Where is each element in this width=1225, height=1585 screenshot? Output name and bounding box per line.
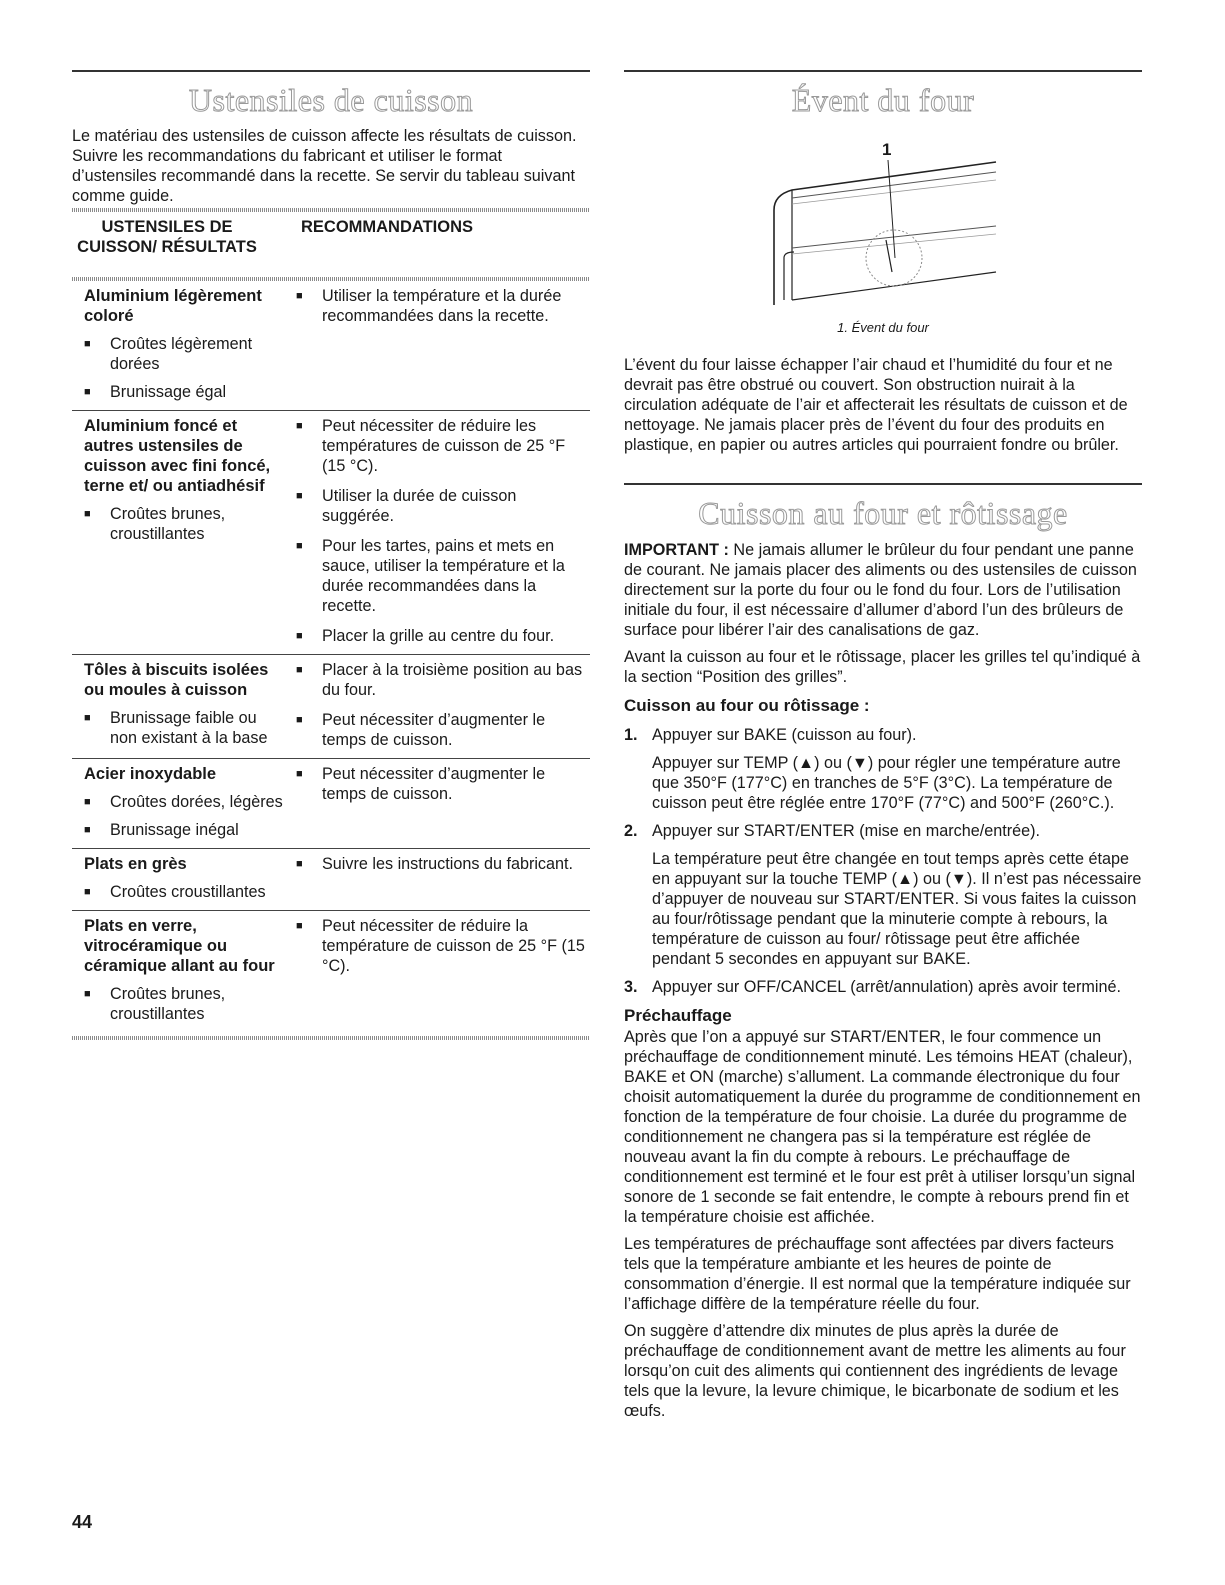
bullet-square: ■: [296, 420, 303, 432]
result-item: [84, 334, 284, 374]
cookware-category: Tôles à biscuits isolées ou moules à cuisson: [84, 661, 269, 699]
bullet-square: ■: [296, 714, 303, 726]
table-row: [72, 655, 590, 759]
cookware-category: Plats en verre, vitrocéramique ou céramique allant au four: [84, 917, 275, 975]
recommendation-item-text: Utiliser la durée de cuisson suggérée.: [322, 487, 517, 525]
result-item-text: Croûtes croustillantes: [110, 883, 266, 901]
cookware-category: Aluminium foncé et autres ustensiles de cuisson avec fini foncé, terne et/ ou antiadhésif: [84, 417, 271, 495]
result-item-text: Brunissage faible ou non existant à la base: [110, 709, 268, 747]
step-detail: La température peut être changée en tout temps après cette étape en appuyant sur la touche TEMP (▲) ou (▼). Il n’est pas nécessaire d’appuyer de nouveau sur START/ENTER. Si vous faites la cuisson au four/rôtissage pendant que la minuterie compte à rebours, la température de cuisson au four/ rôtissage peut être affichée pendant 5 secondes en appuyant sur BAKE.: [652, 850, 1142, 968]
cookware-cell: [72, 416, 284, 646]
result-item: [84, 984, 284, 1024]
cookware-cell: [72, 916, 284, 1024]
bullet-square: ■: [84, 712, 91, 724]
recommendation-item-text: Suivre les instructions du fabricant.: [322, 855, 574, 873]
bullet-square: ■: [296, 630, 303, 642]
bullet-square: ■: [296, 858, 303, 870]
cookware-table: [72, 208, 590, 1040]
steps-title: Cuisson au four ou rôtissage :: [624, 696, 870, 715]
result-item-text: Brunissage égal: [110, 383, 227, 401]
figure-callout: 1: [882, 140, 892, 159]
cookware-cell: [72, 660, 284, 750]
cookware-category: Aluminium légèrement coloré: [84, 287, 262, 325]
cookware-title: Ustensiles de cuisson: [188, 82, 474, 118]
step-item: [624, 725, 1142, 813]
bullet-square: ■: [84, 386, 91, 398]
recommendation-cell: [284, 286, 590, 402]
step-item: [624, 977, 1142, 997]
oven-vent-figure: [764, 140, 1004, 310]
oven-vent-illustration: [764, 140, 1004, 310]
bullet-square: ■: [84, 988, 91, 1000]
step-body: [652, 821, 1142, 969]
step-number: 2.: [624, 822, 638, 840]
step-number: 3.: [624, 978, 638, 996]
bullet-square: ■: [296, 540, 303, 552]
bullet-square: ■: [84, 508, 91, 520]
bullet-square: ■: [84, 338, 91, 350]
result-item: [84, 792, 284, 812]
header-cookware: USTENSILES DE CUISSON/ RÉSULTATS: [77, 218, 257, 256]
important-paragraph: [624, 540, 1142, 640]
figure-caption: 1. Évent du four: [837, 320, 929, 335]
result-item: [84, 382, 284, 402]
before-text: Avant la cuisson au four et le rôtissage, placer les grilles tel qu’indiqué à la section “Position des grilles”.: [624, 648, 1141, 686]
section-rule: [624, 483, 1142, 485]
table-row: [72, 281, 590, 411]
bullet-square: ■: [84, 886, 91, 898]
section-rule: [624, 70, 1142, 72]
bullet-square: ■: [296, 490, 303, 502]
recommendation-item-text: Peut nécessiter de réduire les températures de cuisson de 25 °F (15 °C).: [322, 417, 566, 475]
vent-title: Évent du four: [791, 82, 975, 118]
recommendation-item: [296, 660, 590, 700]
table-row: [72, 411, 590, 655]
preheat-paragraph: Après que l’on a appuyé sur START/ENTER, le four commence un préchauffage de conditionnement minuté. Les témoins HEAT (chaleur), BAKE et ON (marche) s’allument. La commande électronique du four choisit automatiquement la durée du programme de conditionnement en fonction de la température de four choisie. La durée du programme de conditionnement ne changera pas si la température est réglée de nouveau avant la fin du compte à rebours. Le préchauffage de conditionnement est terminé et le four est prêt à utiliser lorsqu’un signal sonore de 1 seconde se fait entendre, le compte à rebours prend fin et la température choisie est affichée.: [624, 1028, 1141, 1226]
recommendation-item: [296, 416, 590, 476]
recommendation-cell: [284, 854, 590, 902]
step-detail: Appuyer sur TEMP (▲) ou (▼) pour régler une température autre que 350°F (177°C) en tranches de 5°F (3°C). La température de cuisson peut être réglée entre 170°F (77°C) and 500°F (260°C.).: [652, 754, 1121, 812]
recommendation-item: [296, 854, 590, 874]
recommendation-item: [296, 536, 590, 616]
steps-list: [624, 725, 1142, 997]
recommendation-item: [296, 626, 590, 646]
bullet-square: ■: [296, 768, 303, 780]
result-item-text: Croûtes brunes, croustillantes: [110, 985, 226, 1023]
step-body: [652, 725, 1142, 813]
result-item: [84, 708, 284, 748]
recommendation-item: [296, 710, 590, 750]
recommendation-item: [296, 486, 590, 526]
bullet-square: ■: [296, 920, 303, 932]
important-text: Ne jamais allumer le brûleur du four pendant une panne de courant. Ne jamais placer des aliments ou des ustensiles de cuisson directement sur la porte du four ou le fond du four. Lors de l’utilisation initiale du four, il est nécessaire d’allumer d’abord l’un des brûleurs de surface pour libérer l’air des canalisations de gaz.: [624, 541, 1137, 639]
preheat-paragraph: On suggère d’attendre dix minutes de plus après la durée de préchauffage de conditionnement avant de mettre les aliments au four lorsqu’on cuit des aliments qui contiennent des ingrédients de levage tels que la levure, la levure chimique, le bicarbonate de sodium et les œufs.: [624, 1322, 1126, 1420]
cookware-cell: [72, 286, 284, 402]
result-item-text: Brunissage inégal: [110, 821, 239, 839]
step-body: [652, 977, 1121, 997]
bullet-square: ■: [84, 824, 91, 836]
bake-title: Cuisson au four et rôtissage: [698, 495, 1068, 531]
table-row: [72, 849, 590, 911]
recommendation-item: [296, 286, 590, 326]
result-item-text: Croûtes brunes, croustillantes: [110, 505, 226, 543]
important-label: IMPORTANT :: [624, 541, 729, 559]
recommendation-cell: [284, 916, 590, 1024]
result-item: [84, 820, 284, 840]
preheat-paragraph: Les températures de préchauffage sont affectées par divers facteurs tels que la température ambiante et les heures de pointe de consommation d’énergie. Il est normal que la température indiquée sur l’affichage diffère de la température réelle du four.: [624, 1235, 1131, 1313]
recommendation-item-text: Pour les tartes, pains et mets en sauce, utiliser la température et la durée recommandées dans la recette.: [322, 537, 565, 615]
table-header: [72, 212, 590, 277]
cookware-category: Acier inoxydable: [84, 765, 217, 783]
preheat-title: Préchauffage: [624, 1006, 732, 1025]
step-text: Appuyer sur OFF/CANCEL (arrêt/annulation) après avoir terminé.: [652, 978, 1122, 996]
step-text: Appuyer sur START/ENTER (mise en marche/entrée).: [652, 822, 1041, 840]
result-item: [84, 504, 284, 544]
cookware-intro: Le matériau des ustensiles de cuisson affecte les résultats de cuisson. Suivre les recommandations du fabricant et utiliser le format d’ustensiles recommandé dans la recette. Se servir du tableau suivant comme guide.: [72, 127, 577, 205]
table-bottom-rule: [72, 1036, 590, 1040]
cookware-category: Plats en grès: [84, 855, 187, 873]
bullet-square: ■: [296, 664, 303, 676]
section-rule: [72, 70, 590, 72]
table-body: [72, 281, 590, 1032]
recommendation-item-text: Peut nécessiter de réduire la température de cuisson de 25 °F (15 °C).: [322, 917, 585, 975]
step-item: [624, 821, 1142, 969]
recommendation-cell: [284, 416, 590, 646]
cookware-cell: [72, 854, 284, 902]
bullet-square: ■: [84, 796, 91, 808]
recommendation-item-text: Peut nécessiter d’augmenter le temps de cuisson.: [322, 711, 546, 749]
result-item-text: Croûtes légèrement dorées: [110, 335, 253, 373]
table-row: [72, 911, 590, 1032]
vent-text: L’évent du four laisse échapper l’air chaud et l’humidité du four et ne devrait pas être obstrué ou couvert. Son obstruction nuirait à la circulation adéquate de l’air et affecterait les résultats de cuisson et de nettoyage. Ne jamais placer près de l’évent du four des produits en plastique, en papier ou autres articles qui pourraient fondre ou brûler.: [624, 356, 1128, 454]
step-text: Appuyer sur BAKE (cuisson au four).: [652, 726, 917, 744]
bullet-square: ■: [296, 290, 303, 302]
cookware-cell: [72, 764, 284, 840]
recommendation-item: [296, 764, 590, 804]
bake-section: [624, 540, 1142, 1421]
header-recommendations: RECOMMANDATIONS: [300, 218, 474, 236]
recommendation-item-text: Peut nécessiter d’augmenter le temps de cuisson.: [322, 765, 546, 803]
recommendation-item-text: Placer la grille au centre du four.: [322, 627, 555, 645]
result-item: [84, 882, 284, 902]
step-number: 1.: [624, 726, 638, 744]
recommendation-item-text: Utiliser la température et la durée recommandées dans la recette.: [322, 287, 562, 325]
recommendation-item-text: Placer à la troisième position au bas du four.: [322, 661, 583, 699]
recommendation-cell: [284, 660, 590, 750]
result-item-text: Croûtes dorées, légères: [110, 793, 283, 811]
table-row: [72, 759, 590, 849]
preheat-paragraphs: [624, 1027, 1142, 1421]
page-number: 44: [72, 1512, 93, 1532]
recommendation-cell: [284, 764, 590, 840]
recommendation-item: [296, 916, 590, 976]
